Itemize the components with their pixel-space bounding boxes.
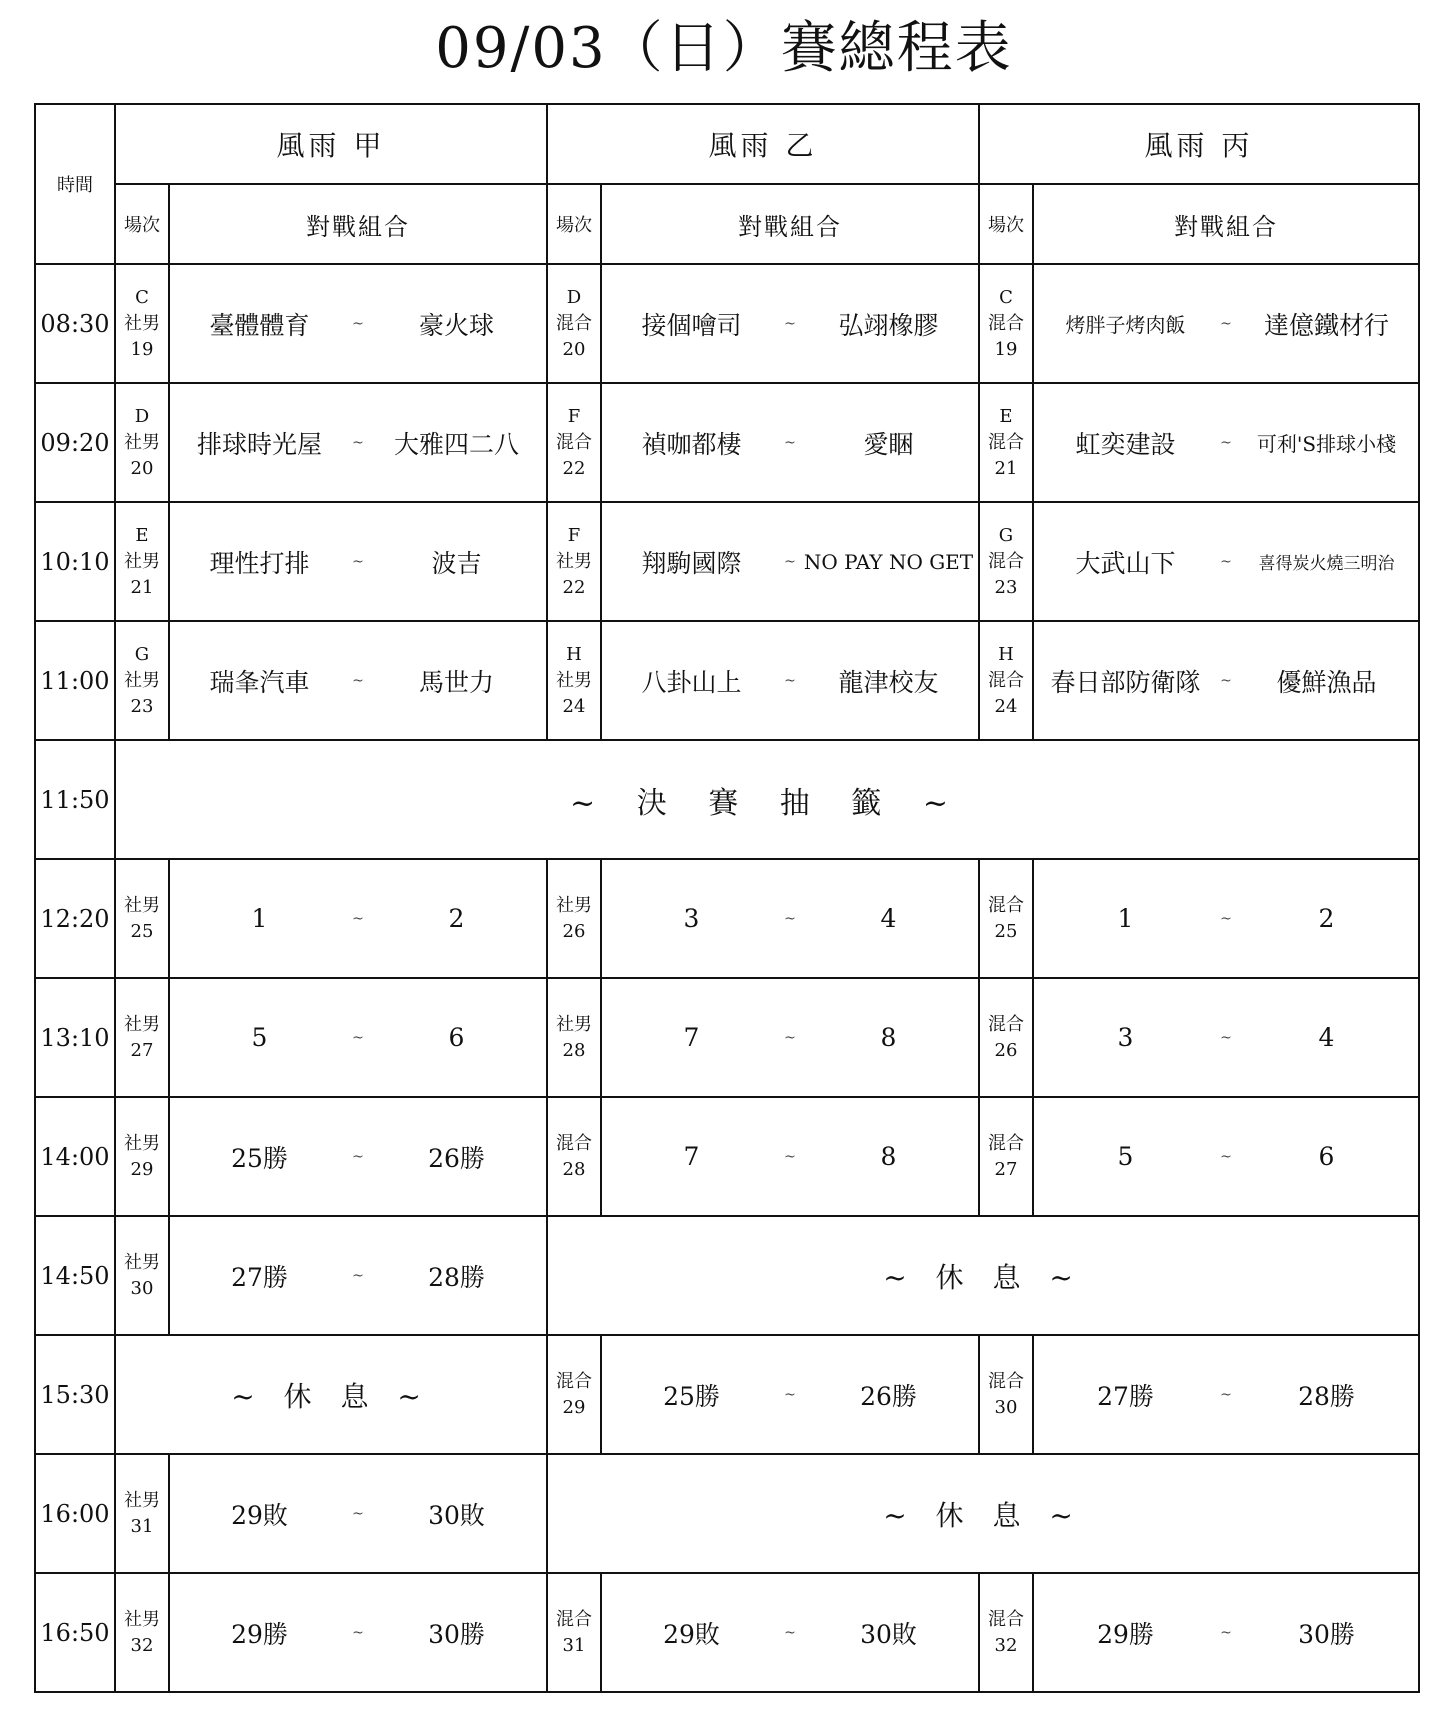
team-b: 26勝 xyxy=(428,1143,485,1173)
time-cell: 12:20 xyxy=(35,859,115,978)
team-b: 可利'S排球小棧 xyxy=(1256,432,1397,456)
team-a: 翔駒國際 xyxy=(641,548,742,578)
time-cell: 11:00 xyxy=(35,621,115,740)
team-b: 6 xyxy=(1318,1142,1335,1171)
team-b: 30勝 xyxy=(428,1619,485,1649)
team-b: 4 xyxy=(880,904,897,933)
game-code: 社男 25 xyxy=(115,859,169,978)
matchup-cell xyxy=(601,1335,979,1454)
vs-separator: ~ xyxy=(784,315,796,332)
vs-separator: ~ xyxy=(1220,1029,1232,1046)
team-a: 1 xyxy=(1117,904,1134,933)
game-header: 場次 xyxy=(979,184,1033,264)
team-b: 豪火球 xyxy=(418,310,494,340)
vs-separator: ~ xyxy=(1220,553,1232,570)
time-cell: 14:00 xyxy=(35,1097,115,1216)
matchup-header: 對戰組合 xyxy=(1033,184,1419,264)
matchup-cell xyxy=(601,1573,979,1692)
matchup-cell xyxy=(601,621,979,740)
team-b: 8 xyxy=(880,1142,897,1171)
vs-separator: ~ xyxy=(784,553,796,570)
team-a: 7 xyxy=(683,1142,700,1171)
game-code: 混合 30 xyxy=(979,1335,1033,1454)
schedule-row xyxy=(35,1097,1419,1216)
vs-separator: ~ xyxy=(784,1148,796,1165)
game-code: 社男 30 xyxy=(115,1216,169,1335)
team-a: 5 xyxy=(251,1023,268,1052)
matchup-cell xyxy=(169,264,547,383)
vs-separator: ~ xyxy=(784,1624,796,1641)
matchup-cell xyxy=(169,502,547,621)
team-b: 30敗 xyxy=(860,1619,917,1649)
matchup-cell xyxy=(1033,264,1419,383)
team-b: 龍津校友 xyxy=(838,667,939,697)
game-code: 混合 27 xyxy=(979,1097,1033,1216)
page-title: 09/03（日）賽總程表 xyxy=(435,16,1013,81)
vs-separator: ~ xyxy=(352,1148,364,1165)
team-b: 30敗 xyxy=(428,1500,485,1530)
vs-separator: ~ xyxy=(784,910,796,927)
team-b: 8 xyxy=(880,1023,897,1052)
team-a: 大武山下 xyxy=(1075,548,1176,578)
vs-separator: ~ xyxy=(352,553,364,570)
matchup-cell xyxy=(169,1216,547,1335)
game-header: 場次 xyxy=(547,184,601,264)
team-b: 2 xyxy=(1318,904,1335,933)
schedule-row xyxy=(35,859,1419,978)
team-a: 1 xyxy=(251,904,268,933)
draw-row xyxy=(35,740,1419,859)
team-a: 臺體體育 xyxy=(209,310,310,340)
game-code: F 混合 22 xyxy=(547,383,601,502)
matchup-cell xyxy=(169,383,547,502)
vs-separator: ~ xyxy=(784,672,796,689)
game-code: 社男 29 xyxy=(115,1097,169,1216)
venue-header-b: 風雨 乙 xyxy=(547,104,979,184)
team-a: 瑞夆汽車 xyxy=(209,667,310,697)
rest-label: ~ 休 息 ~ xyxy=(547,1216,1419,1335)
time-cell: 15:30 xyxy=(35,1335,115,1454)
matchup-cell xyxy=(169,978,547,1097)
vs-separator: ~ xyxy=(1220,315,1232,332)
game-code: E 混合 21 xyxy=(979,383,1033,502)
game-code: F 社男 22 xyxy=(547,502,601,621)
team-a: 27勝 xyxy=(1097,1381,1154,1411)
vs-separator: ~ xyxy=(1220,1386,1232,1403)
team-a: 29敗 xyxy=(231,1500,288,1530)
schedule-row xyxy=(35,264,1419,383)
venue-header-c: 風雨 丙 xyxy=(979,104,1419,184)
team-b: 2 xyxy=(448,904,465,933)
game-code: G 混合 23 xyxy=(979,502,1033,621)
time-cell: 10:10 xyxy=(35,502,115,621)
game-code: D 混合 20 xyxy=(547,264,601,383)
team-a: 3 xyxy=(1117,1023,1134,1052)
game-code: C 社男 19 xyxy=(115,264,169,383)
matchup-cell xyxy=(1033,1097,1419,1216)
schedule-row xyxy=(35,1573,1419,1692)
time-header: 時間 xyxy=(35,104,115,264)
rest-label: ~ 休 息 ~ xyxy=(115,1335,547,1454)
matchup-cell xyxy=(169,859,547,978)
matchup-cell xyxy=(1033,1335,1419,1454)
vs-separator: ~ xyxy=(1220,1148,1232,1165)
matchup-cell xyxy=(601,502,979,621)
team-a: 29勝 xyxy=(231,1619,288,1649)
team-b: 波吉 xyxy=(431,548,482,578)
rest-label: ~ 休 息 ~ xyxy=(547,1454,1419,1573)
game-code: 社男 27 xyxy=(115,978,169,1097)
matchup-cell xyxy=(1033,978,1419,1097)
matchup-cell xyxy=(601,264,979,383)
team-a: 5 xyxy=(1117,1142,1134,1171)
vs-separator: ~ xyxy=(352,1029,364,1046)
vs-separator: ~ xyxy=(1220,672,1232,689)
game-code: 社男 28 xyxy=(547,978,601,1097)
matchup-cell xyxy=(1033,502,1419,621)
game-code: 社男 31 xyxy=(115,1454,169,1573)
team-b: 愛睏 xyxy=(863,429,914,459)
team-b: NO PAY NO GET xyxy=(803,549,974,574)
vs-separator: ~ xyxy=(352,1624,364,1641)
team-a: 29敗 xyxy=(663,1619,720,1649)
game-code: 混合 25 xyxy=(979,859,1033,978)
vs-separator: ~ xyxy=(1220,910,1232,927)
vs-separator: ~ xyxy=(352,1505,364,1522)
game-code: 混合 32 xyxy=(979,1573,1033,1692)
matchup-cell xyxy=(601,1097,979,1216)
vs-separator: ~ xyxy=(352,434,364,451)
matchup-cell xyxy=(1033,859,1419,978)
team-a: 春日部防衛隊 xyxy=(1050,667,1201,697)
team-a: 八卦山上 xyxy=(641,667,742,697)
time-cell: 13:10 xyxy=(35,978,115,1097)
schedule-table xyxy=(34,103,1420,1693)
team-a: 接個噲司 xyxy=(641,310,742,340)
team-b: 4 xyxy=(1318,1023,1335,1052)
time-cell: 08:30 xyxy=(35,264,115,383)
matchup-cell xyxy=(1033,621,1419,740)
game-code: E 社男 21 xyxy=(115,502,169,621)
team-b: 30勝 xyxy=(1298,1619,1355,1649)
team-b: 優鮮漁品 xyxy=(1276,667,1377,697)
matchup-cell xyxy=(601,383,979,502)
game-code: 社男 26 xyxy=(547,859,601,978)
final-draw-label: ~ 決 賽 抽 籤 ~ xyxy=(115,740,1419,859)
schedule-row xyxy=(35,383,1419,502)
team-b: 6 xyxy=(448,1023,465,1052)
game-header: 場次 xyxy=(115,184,169,264)
matchup-cell xyxy=(601,859,979,978)
team-b: 26勝 xyxy=(860,1381,917,1411)
matchup-cell xyxy=(169,621,547,740)
vs-separator: ~ xyxy=(352,672,364,689)
game-code: D 社男 20 xyxy=(115,383,169,502)
vs-separator: ~ xyxy=(784,1386,796,1403)
game-code: C 混合 19 xyxy=(979,264,1033,383)
time-cell: 16:50 xyxy=(35,1573,115,1692)
vs-separator: ~ xyxy=(1220,434,1232,451)
schedule-row xyxy=(35,1335,1419,1454)
schedule-row xyxy=(35,1216,1419,1335)
team-b: 28勝 xyxy=(428,1262,485,1292)
time-cell: 11:50 xyxy=(35,740,115,859)
team-a: 理性打排 xyxy=(209,548,310,578)
team-a: 25勝 xyxy=(663,1381,720,1411)
column-header-row xyxy=(35,184,1419,264)
game-code: 混合 31 xyxy=(547,1573,601,1692)
matchup-cell xyxy=(601,978,979,1097)
team-a: 虹奕建設 xyxy=(1075,429,1176,459)
team-a: 禎咖都棲 xyxy=(641,429,742,459)
time-cell: 14:50 xyxy=(35,1216,115,1335)
matchup-cell xyxy=(169,1097,547,1216)
team-a: 27勝 xyxy=(231,1262,288,1292)
team-a: 3 xyxy=(683,904,700,933)
game-code: 社男 32 xyxy=(115,1573,169,1692)
venue-header-a: 風雨 甲 xyxy=(115,104,547,184)
team-a: 7 xyxy=(683,1023,700,1052)
vs-separator: ~ xyxy=(784,434,796,451)
matchup-cell xyxy=(169,1454,547,1573)
matchup-header: 對戰組合 xyxy=(601,184,979,264)
team-b: 達億鐵材行 xyxy=(1263,310,1389,340)
schedule-row xyxy=(35,502,1419,621)
schedule-row xyxy=(35,978,1419,1097)
matchup-cell xyxy=(169,1573,547,1692)
matchup-header: 對戰組合 xyxy=(169,184,547,264)
schedule-row xyxy=(35,1454,1419,1573)
team-a: 烤胖子烤肉飯 xyxy=(1065,313,1186,337)
team-a: 25勝 xyxy=(231,1143,288,1173)
game-code: 混合 28 xyxy=(547,1097,601,1216)
time-cell: 09:20 xyxy=(35,383,115,502)
team-a: 排球時光屋 xyxy=(196,429,322,459)
team-b: 弘翊橡膠 xyxy=(838,310,939,340)
vs-separator: ~ xyxy=(352,315,364,332)
vs-separator: ~ xyxy=(1220,1624,1232,1641)
vs-separator: ~ xyxy=(352,910,364,927)
schedule-row xyxy=(35,621,1419,740)
game-code: 混合 29 xyxy=(547,1335,601,1454)
game-code: G 社男 23 xyxy=(115,621,169,740)
vs-separator: ~ xyxy=(352,1267,364,1284)
team-b: 喜得炭火燒三明治 xyxy=(1258,554,1395,574)
venue-header-row xyxy=(35,104,1419,184)
matchup-cell xyxy=(1033,1573,1419,1692)
team-b: 馬世力 xyxy=(418,667,494,697)
team-a: 29勝 xyxy=(1097,1619,1154,1649)
time-cell: 16:00 xyxy=(35,1454,115,1573)
team-b: 28勝 xyxy=(1298,1381,1355,1411)
game-code: 混合 26 xyxy=(979,978,1033,1097)
vs-separator: ~ xyxy=(784,1029,796,1046)
game-code: H 社男 24 xyxy=(547,621,601,740)
matchup-cell xyxy=(1033,383,1419,502)
game-code: H 混合 24 xyxy=(979,621,1033,740)
team-b: 大雅四二八 xyxy=(393,429,519,459)
